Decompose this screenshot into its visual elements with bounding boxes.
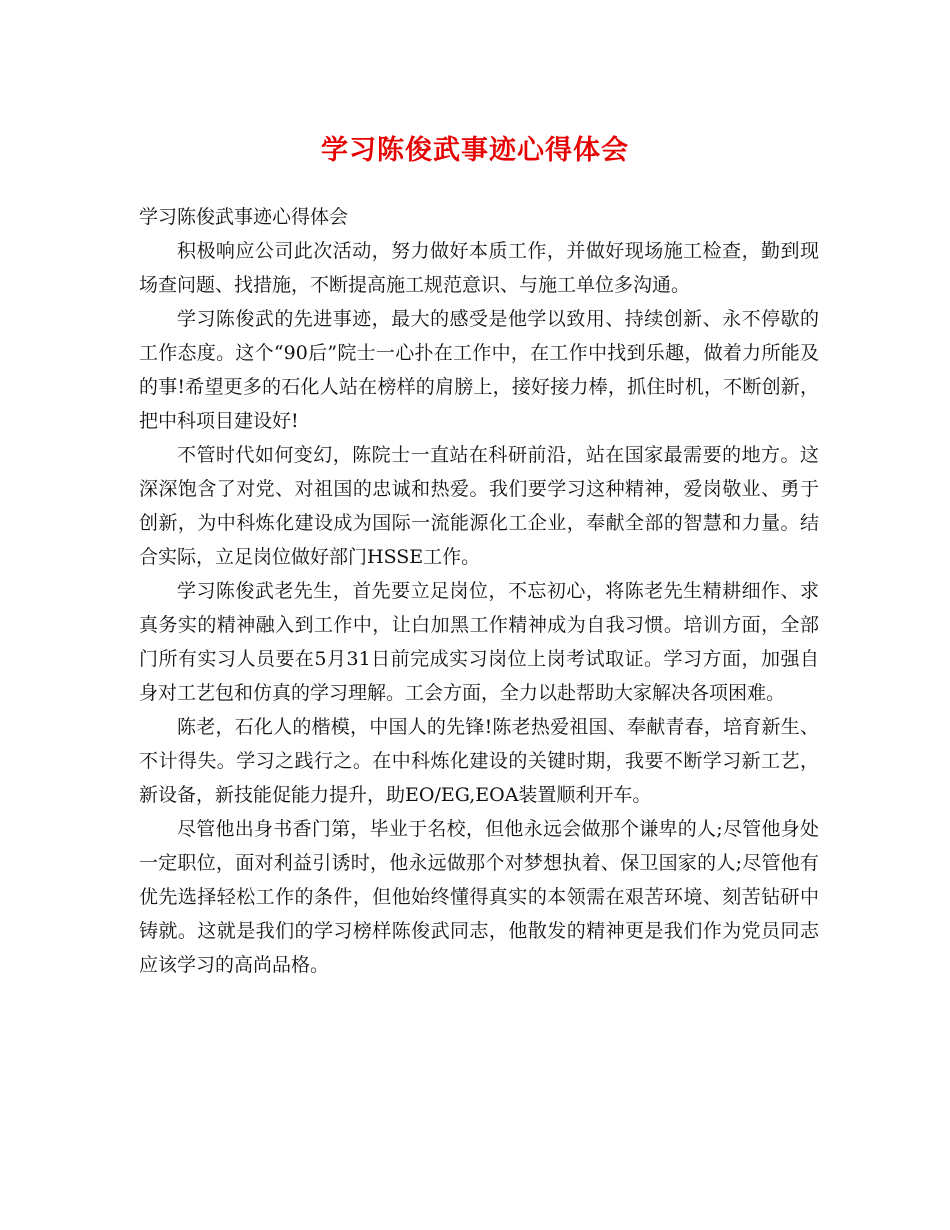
paragraph-6: 尽管他出身书香门第，毕业于名校，但他永远会做那个谦卑的人;尽管他身处一定职位，面对利益引诱时，他永远做那个对梦想执着、保卫国家的人;尽管他有优先选择轻松工作的条件，但他始终懂得真实的本领需在艰苦环境、刻苦钻研中铸就。这就是我们的学习榜样陈俊武同志，他散发的精神更是我们作为党员同志应该学习的高尚品格。 xyxy=(139,818,819,976)
document-subtitle: 学习陈俊武事迹心得体会 xyxy=(139,206,349,228)
paragraph-1: 积极响应公司此次活动，努力做好本质工作，并做好现场施工检查，勤到现场查问题、找措施，不断提高施工规范意识、与施工单位多沟通。 xyxy=(139,240,819,296)
paragraph-5: 陈老，石化人的楷模，中国人的先锋!陈老热爱祖国、奉献青春，培育新生、不计得失。学习之践行之。在中科炼化建设的关键时期，我要不断学习新工艺，新设备，新技能促能力提升，助EO/EG,EOA装置顺利开车。 xyxy=(139,716,819,806)
paragraph-3: 不管时代如何变幻，陈院士一直站在科研前沿，站在国家最需要的地方。这深深饱含了对党、对祖国的忠诚和热爱。我们要学习这种精神，爱岗敬业、勇于创新，为中科炼化建设成为国际一流能源化工企业，奉献全部的智慧和力量。结合实际，立足岗位做好部门HSSE工作。 xyxy=(139,444,819,568)
paragraph-2: 学习陈俊武的先进事迹，最大的感受是他学以致用、持续创新、永不停歇的工作态度。这个“90后”院士一心扑在工作中，在工作中找到乐趣，做着力所能及的事!希望更多的石化人站在榜样的肩膀上，接好接力棒，抓住时机，不断创新，把中科项目建设好! xyxy=(139,308,819,432)
document-title: 学习陈俊武事迹心得体会 xyxy=(321,135,629,166)
document-body xyxy=(139,200,819,982)
paragraph-4: 学习陈俊武老先生，首先要立足岗位，不忘初心，将陈老先生精耕细作、求真务实的精神融入到工作中，让白加黑工作精神成为自我习惯。培训方面，全部门所有实习人员要在5月31日前完成实习岗位上岗考试取证。学习方面，加强自身对工艺包和仿真的学习理解。工会方面，全力以赴帮助大家解决各项困难。 xyxy=(139,580,819,704)
